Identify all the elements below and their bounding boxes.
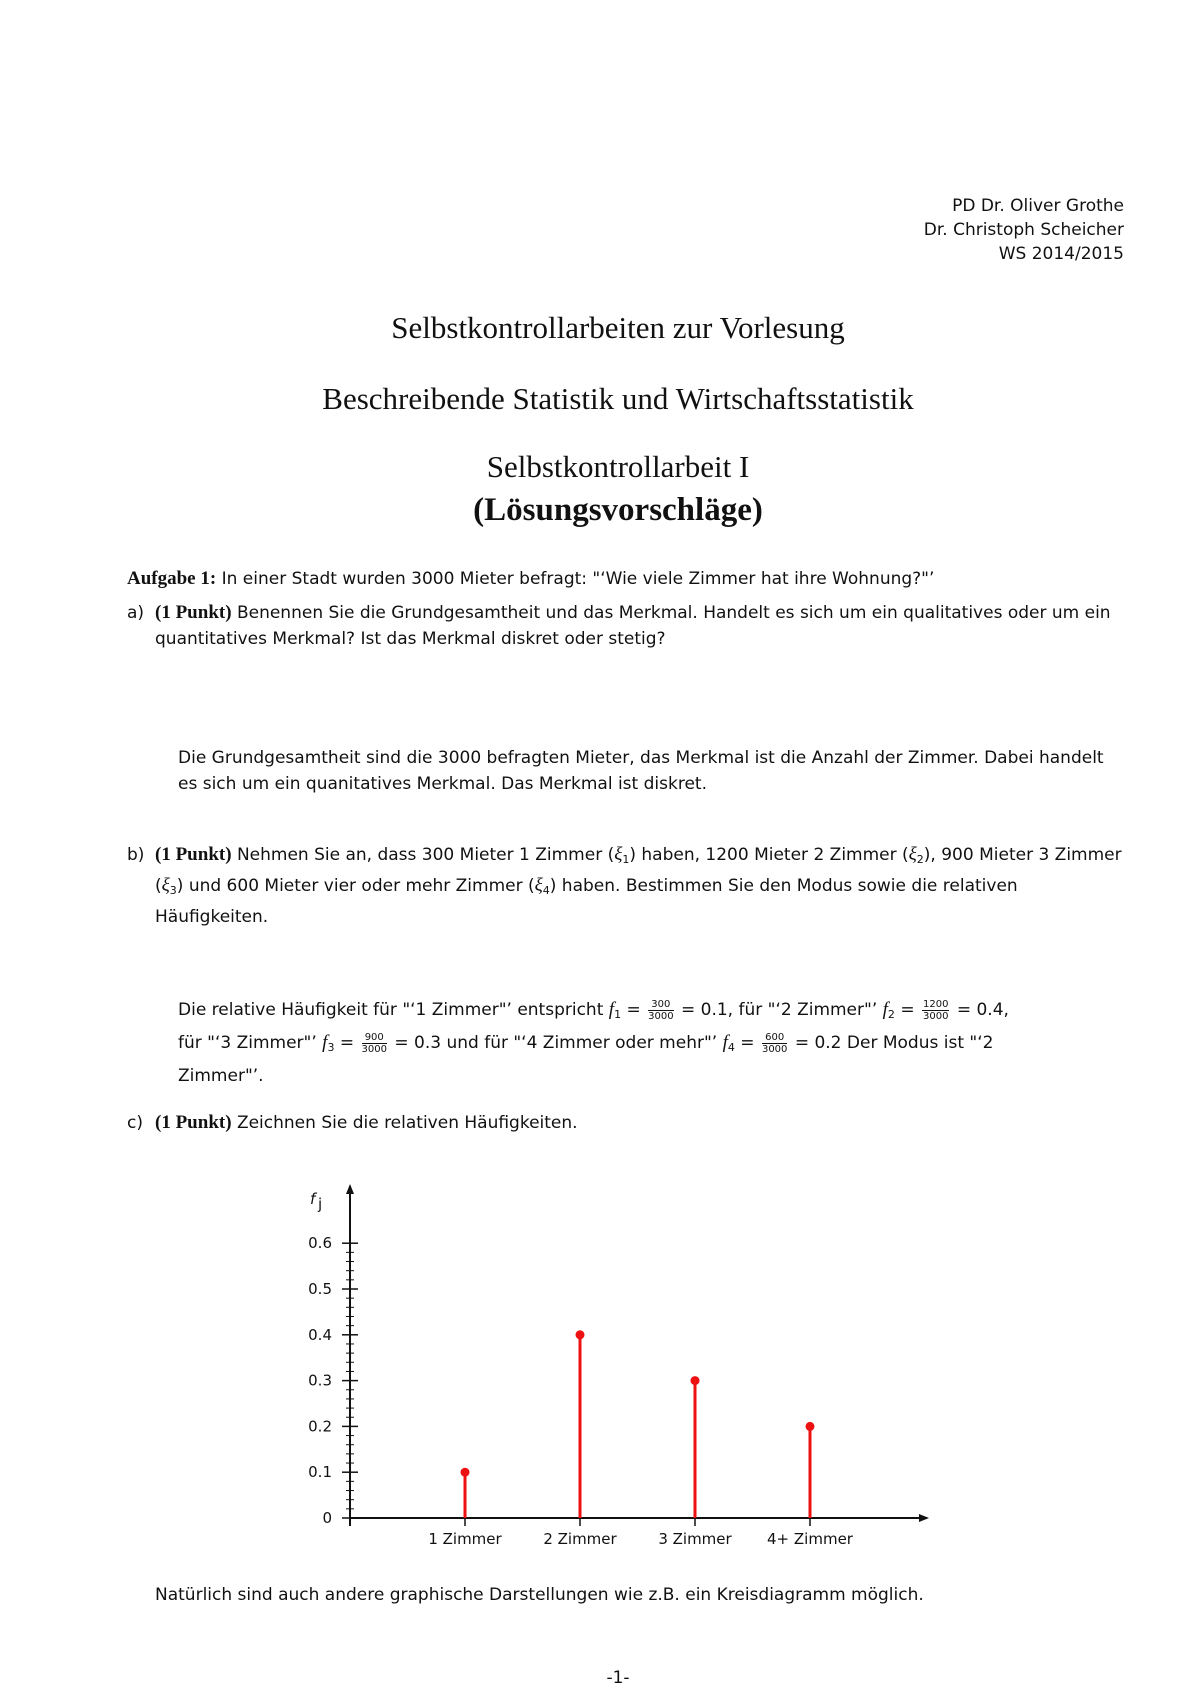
part-c-marker: c)	[127, 1113, 143, 1133]
part-b-q-seg4: ) und 600 Mieter vier oder mehr Zimmer (	[176, 876, 535, 896]
answer-seg-7: Zimmer"’.	[178, 1066, 264, 1086]
y-tick-label: 0	[322, 1509, 332, 1527]
title-line-3: Selbstkontrollarbeit I	[486, 449, 750, 484]
y-tick-label: 0.2	[308, 1417, 332, 1436]
fraction-4: $\frac{600}{3000}$	[761, 1031, 788, 1055]
part-a-marker: a)	[127, 603, 145, 623]
title-line-1: Selbstkontrollarbeiten zur Vorlesung	[391, 310, 845, 345]
y-tick-label: 0.4	[308, 1325, 332, 1344]
part-a-question-text: Benennen Sie die Grundgesamtheit und das Merkmal. Handelt es sich um ein qualitatives oder um ein quantitatives Merkmal? Ist das Merkmal diskret oder stetig?	[155, 603, 1111, 649]
authors-block	[924, 194, 1124, 266]
answer-seg-6: = 0.2 Der Modus ist "‘2	[794, 1033, 994, 1053]
y-tick-label: 0.5	[308, 1280, 332, 1298]
part-a-question	[155, 600, 1125, 652]
y-tick-label: 0.6	[308, 1234, 332, 1253]
part-b-answer: Die relative Häufigkeit für "‘1 Zimmer"’ entspricht $f_1$ = $\frac{300}{3000}$ = 0.1, für "‘2 Zimmer"’ $f_2$ = $\frac{1200}{3000}$ = 0.4, für "‘3 Zimmer"’ $f_3$ = $\frac{900}{3000}$ = 0.3 und für "‘4 Zimmer oder mehr"’ $f_4$ = $\frac{600}{3000}$ = 0.2 Der Modus ist "‘2 Zimmer"’.	[178, 998, 1009, 1086]
task-statement	[127, 566, 1127, 592]
closing-remark: Natürlich sind auch andere graphische Darstellungen wie z.B. ein Kreisdiagramm möglich.	[155, 1585, 924, 1605]
f-symbol: f	[608, 999, 615, 1020]
fraction-1: $\frac{300}{3000}$	[648, 998, 674, 1022]
y-tick-label: 0.3	[308, 1371, 332, 1390]
x-tick-label: 4+ Zimmer	[767, 1530, 853, 1548]
part-b-q-seg2: ) haben, 1200 Mieter 2 Zimmer (	[629, 845, 909, 865]
stem-point	[461, 1468, 470, 1477]
part-c-question	[155, 1110, 1125, 1136]
fraction-2: $\frac{1200}{3000}$	[922, 998, 949, 1022]
x-tick-label: 1 Zimmer	[428, 1530, 502, 1548]
f-symbol: f	[322, 1032, 328, 1053]
part-a-answer: Die Grundgesamtheit sind die 3000 befragten Mieter, das Merkmal ist die Anzahl der Zimmer. Dabei handelt es sich um ein quanitatives Merkmal. Das Merkmal ist diskret.	[178, 748, 1104, 794]
y-axis-label: f	[310, 1190, 316, 1208]
xi-symbol: ξ	[534, 875, 543, 896]
stem-point	[691, 1376, 700, 1385]
f-symbol: f	[722, 1032, 728, 1053]
author-2: Dr. Christoph Scheicher	[923, 220, 1124, 240]
part-b-question	[155, 842, 1127, 930]
part-c-question-text: Zeichnen Sie die relativen Häufigkeiten.	[236, 1113, 578, 1133]
x-axis-arrow	[919, 1514, 929, 1522]
xi-symbol: ξ	[614, 844, 623, 865]
x-tick-label: 2 Zimmer	[543, 1530, 617, 1548]
part-c-points: (1 Punkt)	[155, 1112, 232, 1133]
y-tick-label: 0.1	[308, 1463, 332, 1482]
answer-seg-3: = 0.4,	[956, 1000, 1009, 1020]
author-1: PD Dr. Oliver Grothe	[952, 196, 1124, 216]
xi-sub-3: 3	[169, 884, 177, 897]
equals: =	[740, 1033, 755, 1053]
part-b-q-seg3: ), 900 Mieter 3 Zimmer (	[155, 845, 1122, 896]
stem-point	[806, 1422, 815, 1431]
part-b-marker: b)	[127, 845, 145, 865]
relative-frequency-chart	[0, 1170, 1200, 1560]
xi-symbol: ξ	[161, 875, 170, 896]
part-a-points: (1 Punkt)	[155, 602, 232, 623]
title-line-4: (Lösungsvorschläge)	[473, 492, 763, 528]
part-b-q-seg5: ) haben. Bestimmen Sie den Modus sowie die relativen Häufigkeiten.	[155, 876, 1018, 927]
page-number: -1-	[606, 1668, 630, 1688]
y-axis-label-subscript: j	[318, 1195, 323, 1213]
f-symbol: f	[882, 999, 888, 1020]
fraction-3: $\frac{900}{3000}$	[361, 1031, 387, 1055]
stem-point	[576, 1330, 585, 1339]
answer-seg-2: = 0.1, für "‘2 Zimmer"’	[680, 1000, 878, 1020]
answer-seg-1: Die relative Häufigkeit für "‘1 Zimmer"’ entspricht	[178, 1000, 604, 1020]
part-b-q-seg1: Nehmen Sie an, dass 300 Mieter 1 Zimmer (	[236, 845, 615, 865]
task-label: Aufgabe 1:	[127, 568, 217, 589]
equals: =	[339, 1033, 355, 1053]
equals: =	[900, 1000, 915, 1020]
part-b-points: (1 Punkt)	[155, 844, 232, 865]
answer-seg-5: = 0.3 und für "‘4 Zimmer oder mehr"’	[394, 1033, 718, 1053]
xi-sub-1: 1	[622, 853, 630, 866]
xi-symbol: ξ	[908, 844, 917, 865]
xi-sub-2: 2	[916, 853, 924, 866]
semester: WS 2014/2015	[998, 244, 1124, 264]
answer-seg-4: für "‘3 Zimmer"’	[178, 1033, 317, 1053]
xi-sub-4: 4	[542, 884, 550, 897]
x-tick-label: 3 Zimmer	[658, 1530, 732, 1548]
title-line-2: Beschreibende Statistik und Wirtschaftsstatistik	[322, 381, 914, 416]
task-text: In einer Stadt wurden 3000 Mieter befragt: "‘Wie viele Zimmer hat ihre Wohnung?"’	[221, 569, 935, 589]
equals: =	[626, 1000, 641, 1020]
y-axis-arrow	[346, 1184, 354, 1194]
